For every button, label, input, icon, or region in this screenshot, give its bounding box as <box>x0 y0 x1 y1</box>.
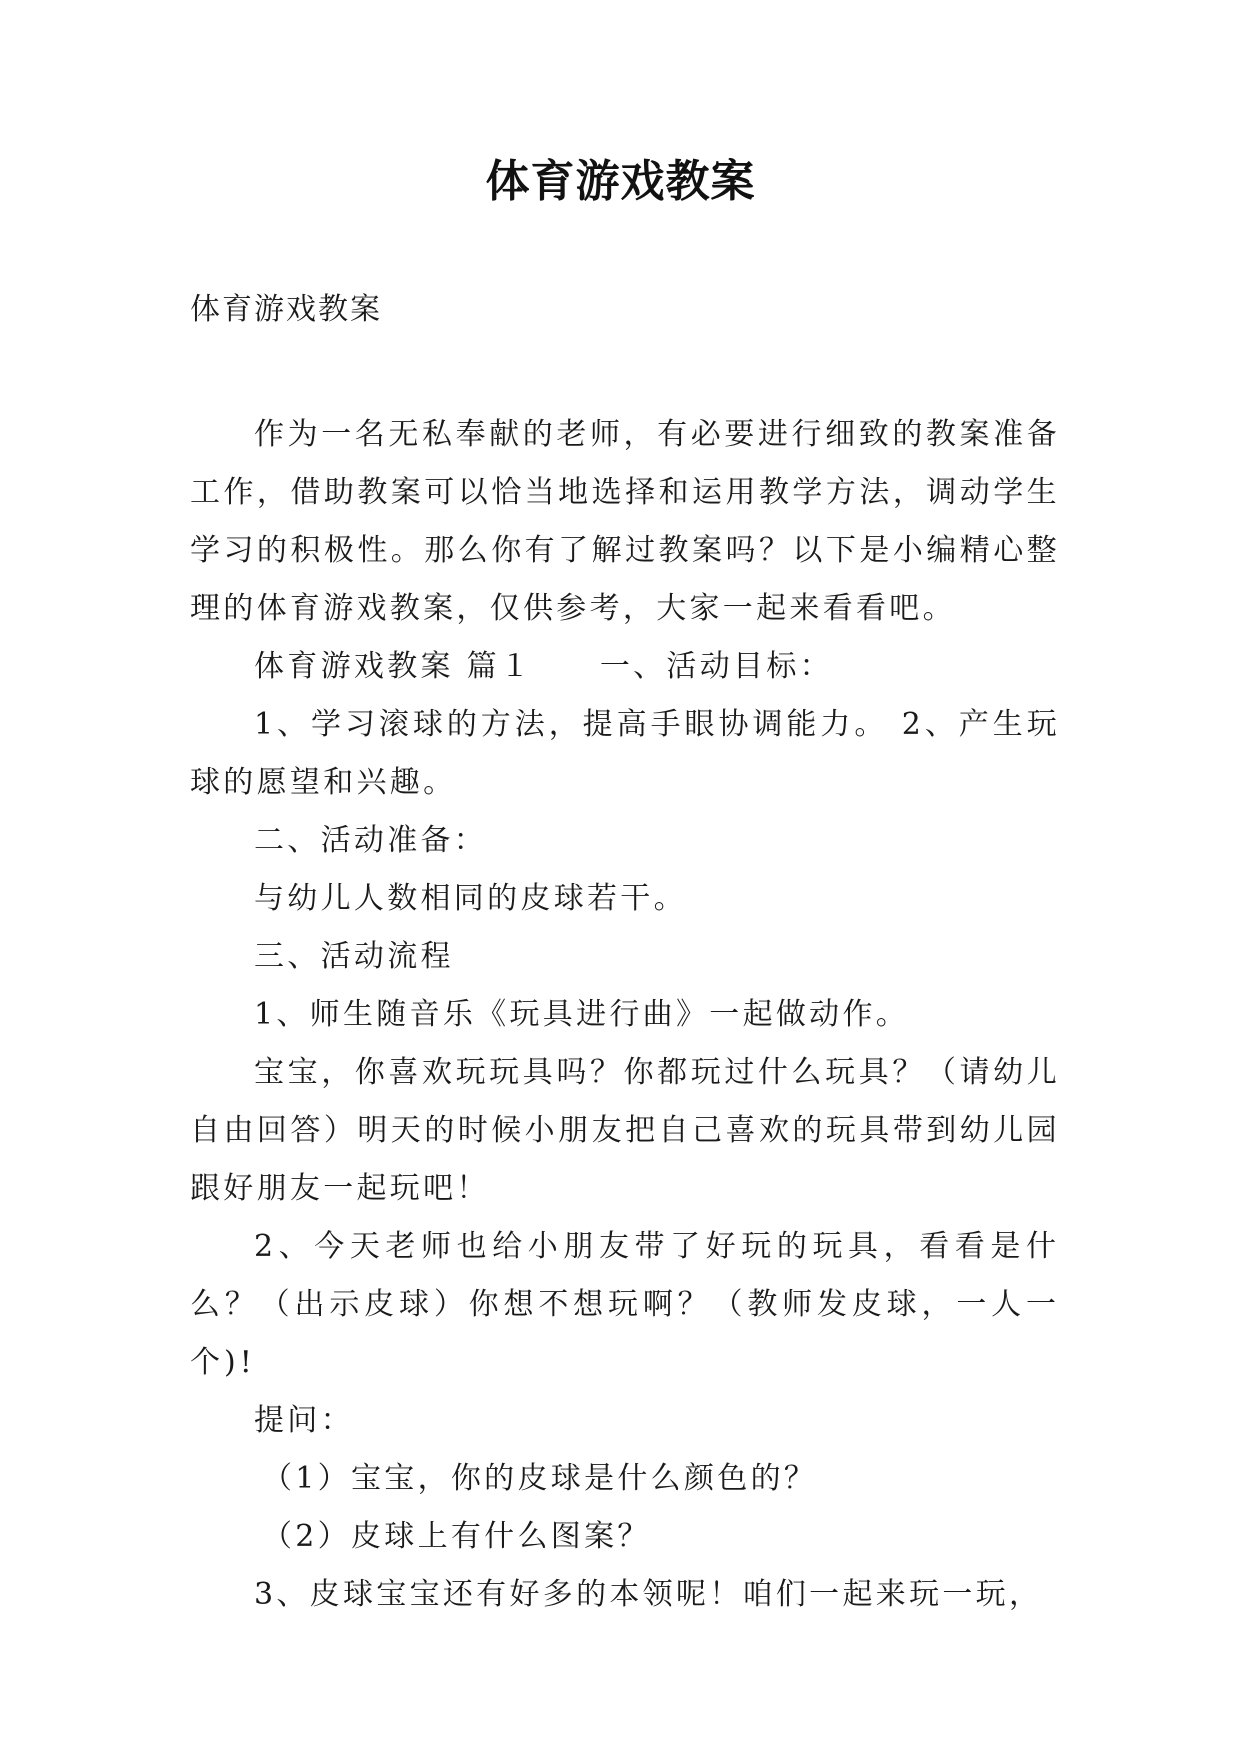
intro-paragraph: 作为一名无私奉献的老师，有必要进行细致的教案准备工作，借助教案可以恰当地选择和运用教学方法，调动学生学习的积极性。那么你有了解过教案吗？以下是小编精心整理的体育游戏教案，仅供参考，大家一起来看看吧。 <box>190 417 1060 626</box>
question-1: （1）宝宝，你的皮球是什么颜色的？ <box>262 1461 818 1496</box>
step-3-paragraph: 3、皮球宝宝还有好多的本领呢！咱们一起来玩一玩， <box>254 1577 1043 1612</box>
question-2: （2）皮球上有什么图案？ <box>262 1519 651 1554</box>
section-heading: 体育游戏教案 篇１ 一、活动目标： <box>254 649 833 684</box>
question-heading: 提问： <box>254 1403 354 1438</box>
preparation-heading: 二、活动准备： <box>254 823 488 858</box>
preparation-paragraph: 与幼儿人数相同的皮球若干。 <box>254 881 687 916</box>
document-subtitle: 体育游戏教案 <box>190 292 382 327</box>
step-1-paragraph: 1、师生随音乐《玩具进行曲》一起做动作。 <box>254 997 910 1032</box>
document-body <box>190 406 1060 1624</box>
dialogue-paragraph: 宝宝，你喜欢玩玩具吗？你都玩过什么玩具？（请幼儿自由回答）明天的时候小朋友把自己喜欢的玩具带到幼儿园跟好朋友一起玩吧！ <box>190 1055 1060 1206</box>
goals-paragraph: 1、学习滚球的方法，提高手眼协调能力。 2、产生玩球的愿望和兴趣。 <box>190 707 1060 800</box>
page-title: 体育游戏教案 <box>485 156 756 207</box>
step-2-paragraph: 2、今天老师也给小朋友带了好玩的玩具，看看是什么？（出示皮球）你想不想玩啊？（教师发皮球，一人一个)! <box>190 1229 1060 1380</box>
process-heading: 三、活动流程 <box>254 939 454 974</box>
